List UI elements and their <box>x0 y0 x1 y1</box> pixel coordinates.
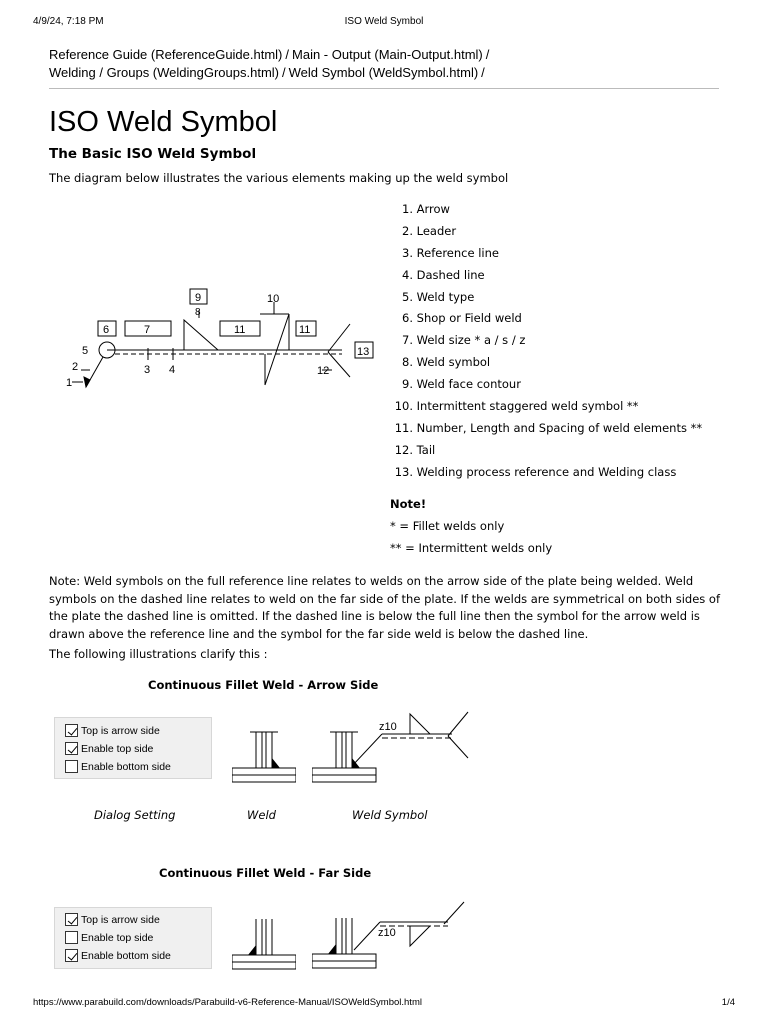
weld-symbol-diagram <box>60 280 380 395</box>
diagram-label-11-left: 11 <box>234 324 246 336</box>
breadcrumb-link-welding-groups[interactable]: Welding / Groups (WeldingGroups.html) <box>49 65 280 80</box>
diagram-label-6: 6 <box>103 324 110 336</box>
fillet-weld-mark <box>272 758 280 768</box>
diagram-label-9: 9 <box>195 292 202 304</box>
checkbox-row[interactable] <box>65 912 160 927</box>
weld-illustration-arrow-side <box>232 730 296 786</box>
list-item: 13. Welding process reference and Welding class <box>394 464 677 479</box>
checkbox-label: Enable bottom side <box>81 949 171 962</box>
checkbox-top-is-arrow-side[interactable] <box>65 913 78 926</box>
intro-text: The diagram below illustrates the various elements making up the weld symbol <box>49 171 509 185</box>
diagram-label-2: 2 <box>72 361 79 373</box>
weld-symbol-illustration-arrow-side <box>312 706 472 786</box>
checkbox-enable-top-side[interactable] <box>65 931 78 944</box>
checkbox-enable-bottom-side[interactable] <box>65 949 78 962</box>
breadcrumb-link-weld-symbol[interactable]: Weld Symbol (WeldSymbol.html) <box>288 65 479 80</box>
parts-list <box>390 199 702 484</box>
checkbox-enable-top-side[interactable] <box>65 742 78 755</box>
checkbox-row[interactable] <box>65 759 171 774</box>
illustration-title-far-side: Continuous Fillet Weld - Far Side <box>159 866 372 880</box>
breadcrumb-separator: / <box>485 47 490 62</box>
diagram-label-13: 13 <box>357 346 370 358</box>
list-item: 12. Tail <box>394 442 436 457</box>
diagram-label-4: 4 <box>169 364 176 376</box>
tail-lower <box>328 352 350 377</box>
print-date: 4/9/24, 7:18 PM <box>33 16 104 27</box>
list-item: 1. Arrow <box>402 202 450 216</box>
checkbox-row[interactable] <box>65 948 171 963</box>
diagram-label-5: 5 <box>82 345 89 357</box>
list-item: 11. Number, Length and Spacing of weld elements ** <box>394 420 703 435</box>
checkbox-label: Top is arrow side <box>81 724 160 737</box>
diagram-label-3: 3 <box>144 364 151 376</box>
list-item: 6. Shop or Field weld <box>402 311 522 326</box>
checkbox-row[interactable] <box>65 930 153 945</box>
fillet-weld-mark <box>248 945 256 955</box>
weld-symbol-illustration-far-side <box>312 898 472 974</box>
fillet-weld-symbol <box>184 320 218 350</box>
page-number: 1/4 <box>721 997 735 1008</box>
caption-weld-symbol: Weld Symbol <box>352 808 428 822</box>
breadcrumb-separator: / <box>481 65 485 80</box>
checkbox-enable-bottom-side[interactable] <box>65 760 78 773</box>
weld-illustration-far-side <box>232 917 296 973</box>
caption-dialog-setting: Dialog Setting <box>94 808 176 822</box>
diagram-label-12: 12 <box>317 365 330 377</box>
diagram-label-1: 1 <box>66 377 73 389</box>
list-item: 4. Dashed line <box>402 267 485 282</box>
weld-size-label: z10 <box>379 721 397 733</box>
list-item: 2. Leader <box>402 223 457 238</box>
list-item: 3. Reference line <box>402 245 499 260</box>
page-title: ISO Weld Symbol <box>49 106 278 138</box>
weld-size-label: z10 <box>378 927 396 939</box>
checkbox-label: Enable top side <box>81 931 154 944</box>
breadcrumb-separator: / <box>282 65 286 80</box>
illustration-title-arrow-side: Continuous Fillet Weld - Arrow Side <box>148 678 379 692</box>
checkbox-label: Enable top side <box>81 742 154 755</box>
note-line: * = Fillet welds only <box>390 519 505 533</box>
follow-text: The following illustrations clarify this : <box>49 647 268 661</box>
tail-upper <box>328 324 350 352</box>
list-item: 7. Weld size * a / s / z <box>402 333 526 348</box>
dialog-setting-arrow-side <box>54 717 212 779</box>
checkbox-label: Enable bottom side <box>81 760 171 773</box>
breadcrumb-link-reference-guide[interactable]: Reference Guide (ReferenceGuide.html) <box>49 47 283 62</box>
list-item: 5. Weld type <box>402 289 475 304</box>
list-item: 10. Intermittent staggered weld symbol ** <box>394 399 639 414</box>
list-item: 9. Weld face contour <box>402 377 521 392</box>
breadcrumb-link-main-output[interactable]: Main - Output (Main-Output.html) <box>292 47 483 62</box>
note-paragraph: Note: Weld symbols on the full reference line relates to welds on the arrow side of the plate being welded. Weld symbols on the dashed line relates to weld on the far side of the plate. If the welds are symmetrical on both sides of the plate the dashed line is omitted. If the dashed line is below the full line then the symbol for the arrow weld is drawn above the reference line and the symbol for the far side weld is below the dashed line. <box>49 574 721 641</box>
checkbox-row[interactable] <box>65 741 153 756</box>
checkbox-row[interactable] <box>65 723 160 738</box>
header-divider <box>49 88 719 89</box>
section-title: The Basic ISO Weld Symbol <box>49 146 257 162</box>
arrow-head <box>84 377 90 387</box>
print-header <box>33 16 735 30</box>
checkbox-top-is-arrow-side[interactable] <box>65 724 78 737</box>
diagram-label-7: 7 <box>144 324 151 336</box>
breadcrumb-separator: / <box>285 47 290 62</box>
checkbox-label: Top is arrow side <box>81 913 160 926</box>
note-title: Note! <box>390 497 427 511</box>
note-line: ** = Intermittent welds only <box>390 541 553 555</box>
dialog-setting-far-side <box>54 907 212 969</box>
note-block <box>390 497 552 563</box>
print-url: https://www.parabuild.com/downloads/Parabuild-v6-Reference-Manual/ISOWeldSymbol.html <box>33 997 422 1008</box>
list-item: 8. Weld symbol <box>402 355 491 370</box>
print-title: ISO Weld Symbol <box>344 16 424 27</box>
diagram-label-10: 10 <box>267 293 280 305</box>
diagram-label-11-right: 11 <box>299 324 311 336</box>
breadcrumb <box>49 46 719 82</box>
caption-weld: Weld <box>247 808 276 822</box>
diagram-label-8: 8 <box>195 307 201 318</box>
